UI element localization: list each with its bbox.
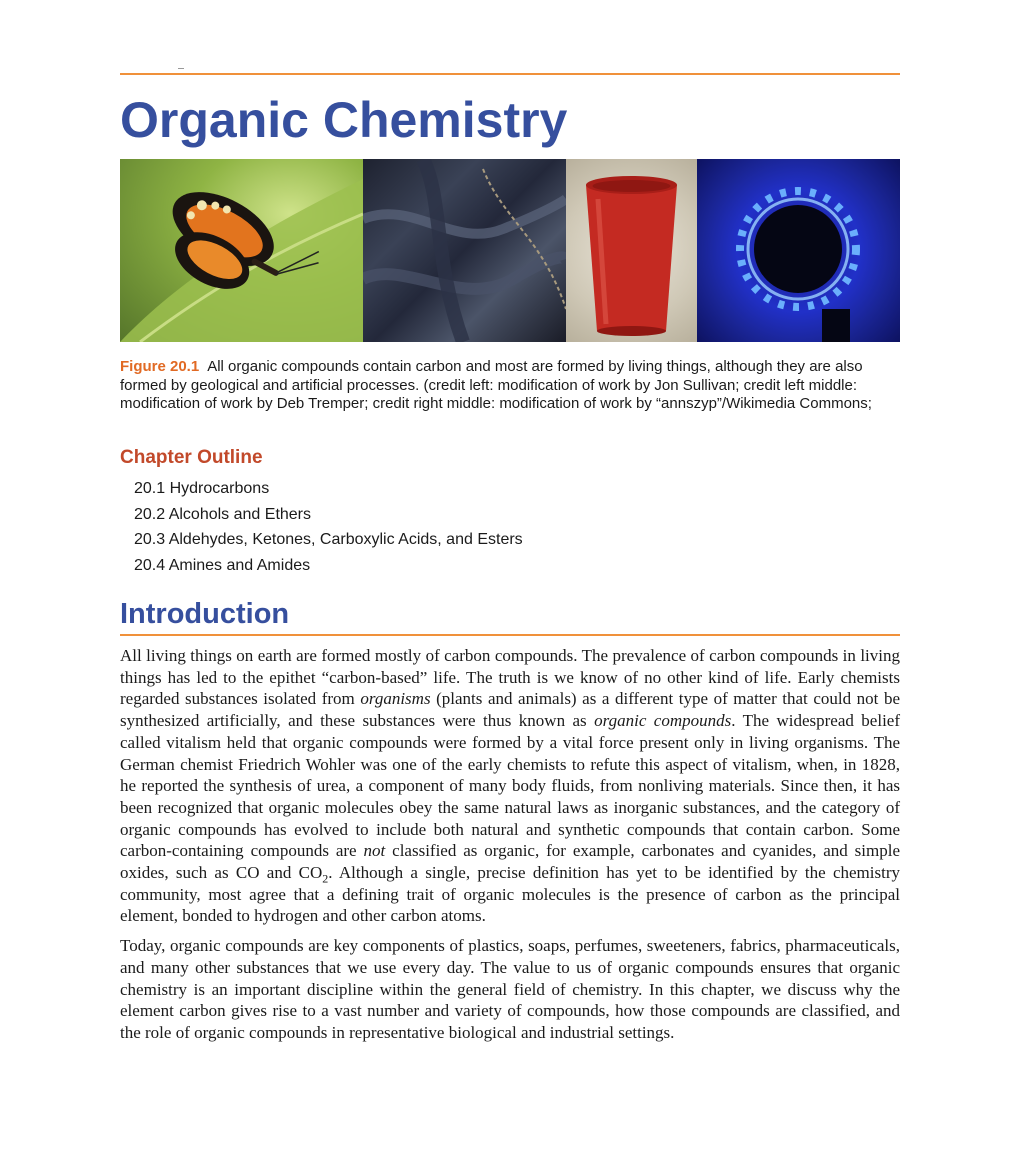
butterfly-photo xyxy=(120,159,363,342)
outline-item[interactable]: 20.4 Amines and Amides xyxy=(134,556,311,574)
chapter-outline-list xyxy=(134,476,523,578)
outline-item[interactable]: 20.3 Aldehydes, Ketones, Carboxylic Acids, and Esters xyxy=(134,531,523,548)
chapter-banner-image xyxy=(120,159,900,342)
butterfly-illustration xyxy=(120,159,363,342)
chapter-outline-heading: Chapter Outline xyxy=(120,447,263,468)
text-run: . Although a single, precise definition has yet to be identified by the chemistry community, most agree that a defining trait of organic molecules is the presence of carbon as the principal element, bonded to hydrogen and other carbon atoms. xyxy=(120,863,900,926)
header-rule xyxy=(120,73,900,75)
introduction-body xyxy=(120,645,900,1052)
emphasis: organisms xyxy=(360,689,431,709)
cup-illustration xyxy=(566,159,697,342)
emphasis: not xyxy=(363,841,386,861)
text-run: classified as organic, for example, carbonates and cyanides, and simple oxides, such as CO and CO xyxy=(120,841,901,883)
emphasis: organic compounds xyxy=(594,711,732,731)
header-mark xyxy=(178,68,184,69)
paragraph xyxy=(120,645,900,927)
gas-flame-photo xyxy=(697,159,900,342)
introduction-rule xyxy=(120,634,900,636)
introduction-heading: Introduction xyxy=(120,598,290,630)
paragraph: Today, organic compounds are key components of plastics, soaps, perfumes, sweeteners, fabrics, pharmaceuticals, and many other substances that we use every day. The value to us of organic compounds ensures that organic chemistry is an important discipline within the general field of chemistry. In this chapter, we discuss why the element carbon gives rise to a vast number and variety of compounds, how those compounds are classified, and the role of organic compounds in representative biological and industrial settings. xyxy=(120,936,900,1042)
figure-caption xyxy=(120,358,900,414)
outline-item[interactable]: 20.2 Alcohols and Ethers xyxy=(134,505,312,523)
subscript: 2 xyxy=(322,871,329,886)
chapter-title: Organic Chemistry xyxy=(120,92,568,148)
denim-fabric-photo xyxy=(363,159,566,342)
denim-illustration xyxy=(363,159,566,342)
outline-item[interactable]: 20.1 Hydrocarbons xyxy=(134,480,270,497)
text-run: (plants and animals) as a different type of matter that could not be synthesized artificially, and these substances were thus known as xyxy=(120,689,901,731)
text-run: . The widespread belief called vitalism held that organic compounds were formed by a vital force present only in living organisms. The German chemist Friedrich Wohler was one of the early chemists to refute this aspect of vitalism, when, in 1828, he reported the synthesis of urea, a component of many body fluids, from nonliving materials. Since then, it has been recognized that organic molecules obey the same natural laws as inorganic substances, and the category of organic compounds has evolved to include both natural and synthetic compounds that contain carbon. Some carbon-containing compounds are xyxy=(120,711,901,861)
figure-caption-text: All organic compounds contain carbon and most are formed by living things, although they are also formed by geological and artificial processes. (credit left: modification of work by Jon Sullivan; credit left middle: modification of work by Deb Tremper; credit right middle: modification of work by “annszyp”/Wikimedia Commons; xyxy=(120,358,872,412)
figure-label: Figure 20.1 xyxy=(120,358,200,375)
flame-illustration xyxy=(697,159,900,342)
text-run: All living things on earth are formed mostly of carbon compounds. The prevalence of carbon compounds in living things has led to the epithet “carbon-based” life. The truth is we know of no other kind of life. Early chemists regarded substances isolated from xyxy=(120,646,900,709)
red-plastic-cup-photo xyxy=(566,159,697,342)
